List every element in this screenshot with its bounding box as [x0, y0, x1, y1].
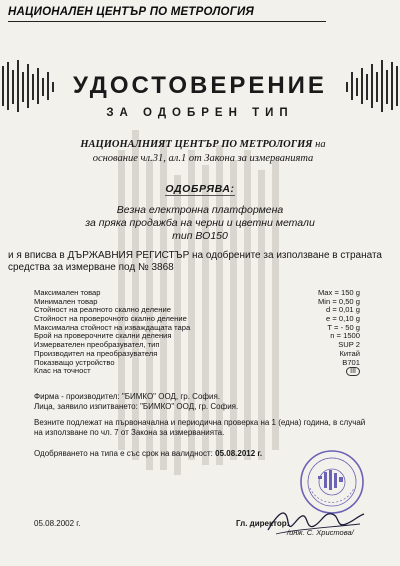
spec-value: n = 1500: [330, 331, 360, 341]
certificate-subtitle: ЗА ОДОБРЕН ТИП: [106, 107, 294, 119]
spec-label: Измервателен преобразувател, тип: [34, 340, 160, 350]
spec-label: Минимален товар: [34, 296, 98, 306]
spec-value: d = 0,01 g: [326, 305, 360, 315]
spec-value: SUP 2: [338, 340, 360, 350]
product-description: [0, 204, 400, 243]
applicant-line: Лица, заявило изпитването: "БИМКО" ООД, гр. София.: [34, 402, 239, 411]
verification-note: Везните подлежат на първоначална и периодична проверка на 1 (една) година, в случай на използване по чл. 7 от Закона за измерванията.: [34, 418, 366, 437]
authority-statement: [24, 138, 382, 166]
product-type: тип ВО150: [172, 230, 228, 242]
validity-label: Одобряването на типа е със срок на валидност:: [34, 449, 213, 458]
validity-statement: [34, 449, 262, 458]
spec-value: Max = 150 g: [317, 288, 360, 297]
certificate-title: УДОСТОВЕРЕНИЕ: [73, 72, 327, 99]
register-statement: и я вписва в ДЪРЖАВНИЯ РЕГИСТЪР на одобрените за използване в страната средства за измерване под № 3868: [8, 250, 382, 273]
product-line-2: за пряка продажба на черни и цветни метали: [85, 217, 315, 229]
specs-table: [34, 289, 360, 376]
approves-heading: [0, 183, 400, 195]
director-name: /инж. С. Христова/: [287, 528, 354, 537]
spec-value: Китай: [339, 348, 360, 358]
accuracy-class-value: III: [346, 367, 360, 376]
approves-label: ОДОБРЯВА:: [165, 183, 235, 195]
spec-label: Стойност на реалното скално деление: [34, 305, 171, 315]
director-label: Гл. директор:: [236, 519, 290, 528]
header-org: НАЦИОНАЛЕН ЦЕНТЪР ПО МЕТРОЛОГИЯ: [8, 6, 255, 18]
spec-value: B701: [342, 357, 360, 367]
manufacturer-line: Фирма - производител: "БИМКО" ООД, гр. София.: [34, 392, 221, 401]
accuracy-class-badge: [346, 367, 360, 376]
spec-value: T = - 50 g: [327, 322, 360, 332]
spec-label: Производител на преобразувателя: [34, 348, 158, 358]
validity-date: 05.08.2012 г.: [215, 449, 263, 458]
spec-label: Стойност на проверочното скално деление: [34, 314, 187, 324]
spec-label: Показващо устройство: [34, 357, 115, 367]
spec-row: [34, 367, 360, 376]
issue-date: 05.08.2002 г.: [34, 519, 81, 528]
product-line-1: Везна електронна платформена: [116, 204, 284, 216]
spec-value: Min = 0,50 g: [317, 296, 360, 306]
spec-label: Брой на проверочните скални деления: [34, 331, 172, 341]
spec-value: e = 0,10 g: [326, 314, 360, 324]
authority-name: НАЦИОНАЛНИЯТ ЦЕНТЪР ПО МЕТРОЛОГИЯ: [80, 139, 313, 150]
authority-basis: основание чл.31, ал.1 от Закона за измерванията: [92, 153, 314, 164]
header-rule: [8, 21, 326, 22]
spec-label: Максимална стойност на изваждащата тара: [34, 322, 191, 332]
manufacturer-info: [34, 392, 238, 412]
spec-label: Клас на точност: [34, 366, 91, 376]
spec-label: Максимален товар: [34, 288, 101, 297]
authority-line1-tail: на: [315, 139, 326, 150]
